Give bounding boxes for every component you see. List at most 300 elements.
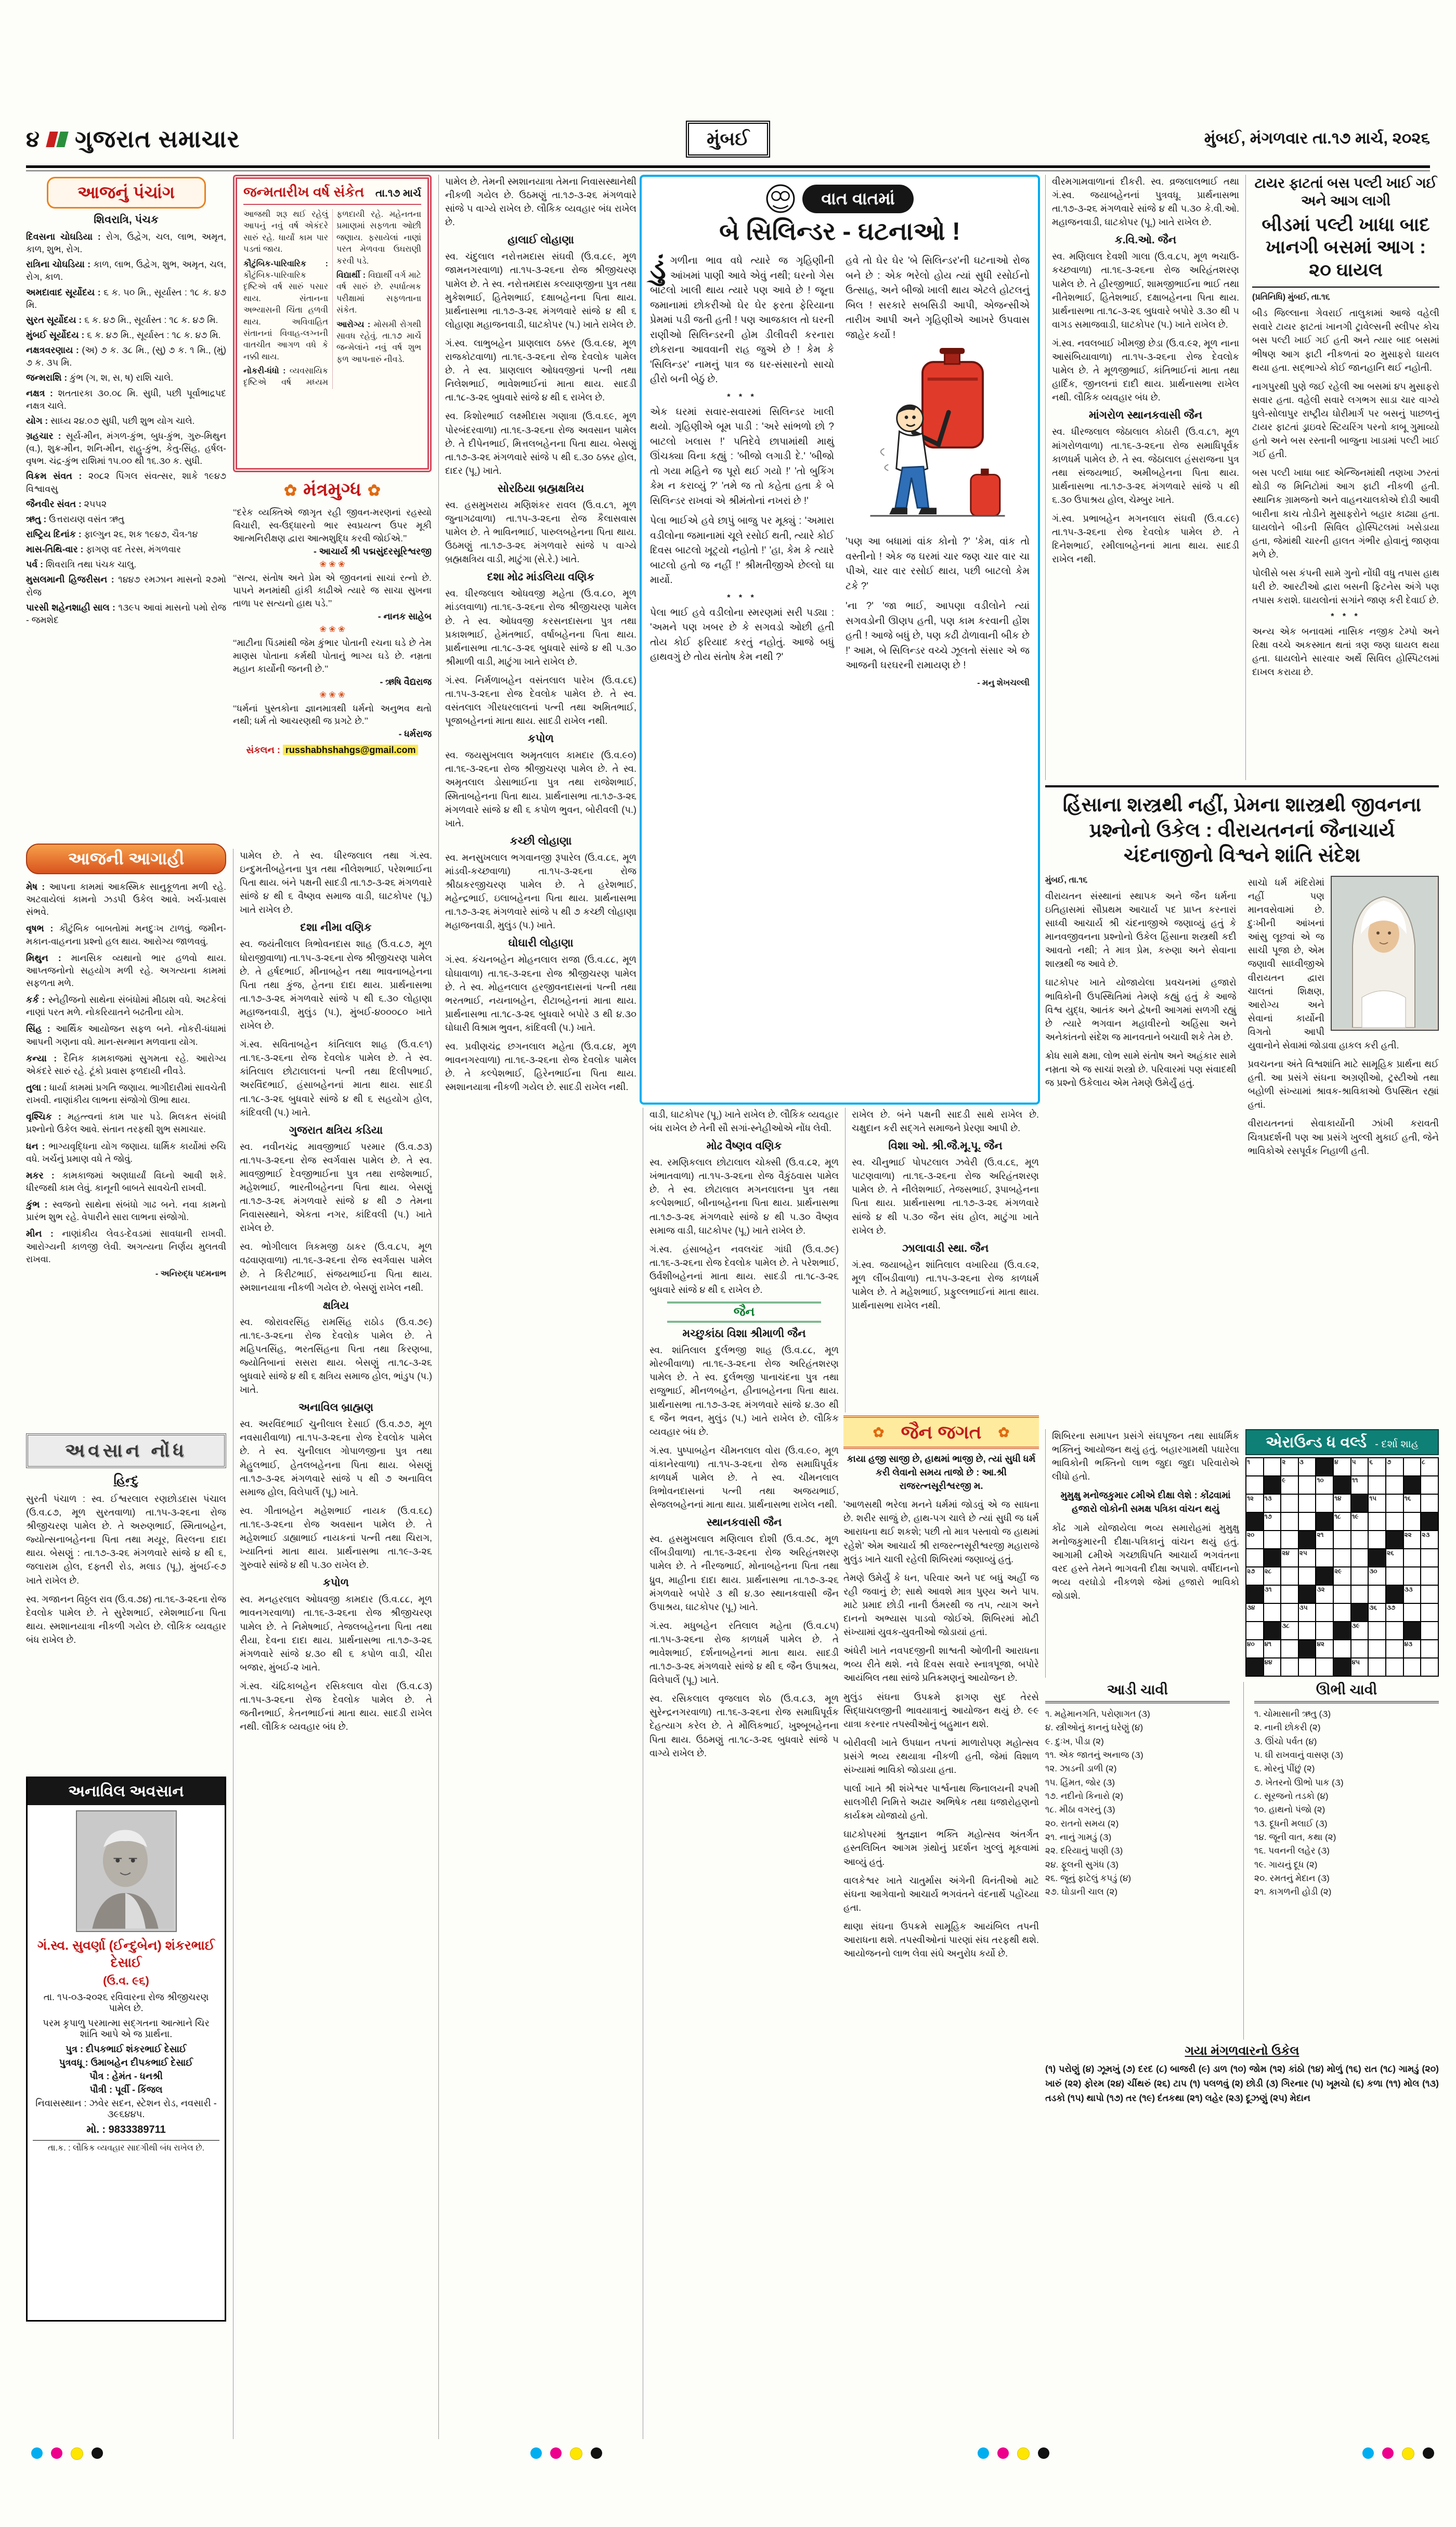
ad-relatives bbox=[33, 2044, 219, 2095]
paragraph: ગં.સ્વ. લાભુબહેન પ્રાણલાલ ઠક્કર (ઉ.વ.૯૪, મૂળ રાજકોટવાળા) તા.૧૬-૩-૨૬ના રોજ દેવલોક પામેલ છે. તે સ્વ. પ્રાણલાલ ઓધવજીનાં પત્ની તથા નિલેશભાઈ, ભાવેશભાઈનાં માતા થાય. સાદડી તા.૧૮-૩-૨૬ બુધવારે સાંજે ૪ થી ૬ રાખેલ છે. bbox=[445, 338, 636, 403]
grid-cell bbox=[1386, 1476, 1403, 1494]
section-subhead: કચ્છી લોહાણા bbox=[510, 835, 572, 847]
grid-cell bbox=[1298, 1531, 1316, 1549]
clue: ૨૭. ઘોડાની ચાલ (૨) bbox=[1045, 1887, 1117, 1897]
grid-cell bbox=[1403, 1603, 1421, 1622]
grid-cell bbox=[1281, 1585, 1298, 1603]
grid-cell bbox=[1351, 1603, 1369, 1622]
section-subhead: મોઢ વૈષ્ણવ વણિક bbox=[706, 1140, 782, 1152]
info-line: અમદાવાદ સૂર્યોદય : ૬ ક. ૫૦ મિ., સૂર્યાસ્ત : ૧૮ ક. ૪૭ મિ. bbox=[26, 287, 226, 310]
grid-cell bbox=[1351, 1567, 1369, 1585]
info-line: મુસલમાની હિજરીસન : ૧૪૪૭ રમઝાન માસનો ૨૭મો રોજ bbox=[26, 574, 226, 598]
grid-cell: ૧૪ bbox=[1333, 1494, 1351, 1512]
grid-cell bbox=[1316, 1603, 1333, 1622]
vaat-right-column bbox=[846, 254, 1030, 693]
panchang-title: આજનું પંચાંગ bbox=[47, 177, 206, 209]
info-line: પર્વ : શિવરાત્રિ તથા પંચક ચાલુ. bbox=[26, 559, 137, 570]
masthead-group bbox=[26, 125, 240, 154]
listing-column-6 bbox=[1045, 175, 1239, 780]
contact-email[interactable]: russhabhshahgs@gmail.com bbox=[283, 745, 419, 755]
clue: ૧૮. મીઠા વગરનું (૩) bbox=[1045, 1805, 1115, 1815]
grid-cell bbox=[1351, 1549, 1369, 1567]
paragraph: પામેલ છે. તેમની સ્મશાનયાત્રા તેમના નિવાસસ્થાનેથી નીકળી ગયેલ છે. ઉઠમણું તા.૧૭-૩-૨૬ મંગળવારે સાંજે ૫ વાગ્યે રાખેલ છે. લૌકિક વ્યવહાર બંધ રાખેલ છે. bbox=[445, 176, 636, 228]
ad-header: અનાવિલ અવસાન bbox=[28, 1778, 225, 1805]
grid-cell: ૨૫ bbox=[1298, 1549, 1316, 1567]
grid-cell: ૨૦ bbox=[1246, 1531, 1264, 1549]
section-subhead: મુમુક્ષુ મનોજકુમાર ૮મીએ દીક્ષા લેશે : કોંઢવામાં હજારો લોકોની સમક્ષ પત્રિકા વાંચન થયું bbox=[1060, 1490, 1231, 1514]
clue: ૧૪. જૂની વાત, કથા (૨) bbox=[1254, 1832, 1336, 1843]
article-headline: બીડમાં પલ્ટી ખાધા બાદ ખાનગી બસમાં આગ : ૨૦ ઘાયલ bbox=[1252, 213, 1439, 288]
clue: ૧. ચોમાસાની ઋતુ (૩) bbox=[1254, 1709, 1331, 1719]
grid-cell bbox=[1421, 1512, 1438, 1531]
city-box: મુંબઈ bbox=[686, 121, 770, 158]
grid-cell: ૨૯ bbox=[1333, 1567, 1351, 1585]
paragraph: સ્વ. પ્રવીણચંદ્ર છગનલાલ મહેતા (ઉ.વ.૮૪, મૂળ ભાવનગરવાળા) તા.૧૬-૩-૨૬ના રોજ દેવલોક પામેલ છે. તે કલ્પેશભાઈ, હિરેનભાઈના પિતા થાય. સ્મશાનયાત્રા નીકળી ગયેલ છે. સાદડી રાખેલ નથી. bbox=[445, 1041, 636, 1093]
article-body bbox=[1045, 876, 1439, 1163]
quote-author: - નાનક સાહેબ bbox=[378, 611, 432, 622]
grid-cell: ૮ bbox=[1421, 1458, 1438, 1476]
grid-cell bbox=[1421, 1567, 1438, 1585]
gas-cylinder-cartoon bbox=[862, 348, 1013, 529]
crossword-answers bbox=[1045, 2044, 1439, 2205]
article-column-left bbox=[1045, 876, 1237, 1163]
forecast-section bbox=[26, 844, 226, 1430]
grid-cell: ૧ bbox=[1246, 1458, 1264, 1476]
article-body bbox=[1252, 293, 1439, 679]
grid-cell bbox=[1368, 1512, 1386, 1531]
forecast-title: આજની આગાહી bbox=[26, 844, 226, 874]
quote: ‘‘દરેક વ્યક્તિએ જાગૃત રહી જીવન-મરણનાં રહસ્યો વિચારી, સ્વ-ઉદ્ધારનો ભાર સ્વપ્રયત્ન ઉપર મૂકી આત્મનિરીક્ષણ દ્વારા આત્મશુદ્ધિ કરવી જોઈએ.’’ bbox=[233, 507, 432, 543]
grid-cell bbox=[1246, 1549, 1264, 1567]
grid-cell bbox=[1403, 1622, 1421, 1640]
grid-cell bbox=[1421, 1603, 1438, 1622]
info-line: વૃષભ : કૌટુંબિક બાબતોમાં મનદુઃખ ટાળવું. જમીન-મકાન-વાહનના પ્રશ્નો હલ થાય. આરોગ્ય જાળવવું. bbox=[26, 923, 226, 947]
birth-year-date: તા.૧૭ માર્ચ bbox=[375, 188, 421, 199]
ad-phone: મો. : 9833389711 bbox=[86, 2124, 166, 2135]
info-line: મકર : કામકાજમાં અણધાર્યાં વિઘ્નો આવી શકે. ધીરજથી કામ લેવું. કાનૂની બાબતે સાવચેતી રાખવી. bbox=[26, 1170, 226, 1193]
grid-cell bbox=[1281, 1603, 1298, 1622]
crossword-title-bar bbox=[1245, 1429, 1439, 1455]
grid-cell bbox=[1281, 1494, 1298, 1512]
info-line: તુલા : ધાર્યા કામમાં પ્રગતિ જણાય. ભાગીદારીમાં સાવચેતી રાખવી. નાણાંકીય લાભના સંજોગો ઊભા થાય. bbox=[26, 1082, 226, 1106]
birth-year-title: જન્મતારીખ વર્ષ સંકેત bbox=[243, 184, 365, 200]
paragraph: સ્વ. જયંતીલાલ ત્રિભોવનદાસ શાહ (ઉ.વ.૮૭, મૂળ ધોરાજીવાળા) તા.૧૫-૩-૨૬ના રોજ શ્રીજીચરણ પામેલ છે. તે હર્ષદભાઈ, મીનાબહેન તથા ભાવનાબહેનના પિતા તથા કુંજ, હેતના દાદા થાય. પ્રાર્થનાસભા તા.૧૭-૩-૨૬ મંગળવારે સાંજે ૫ થી ૬.૩૦ લોહાણા મહાજનવાડી, મુલુંડ (પ.), મુંબઈ-૪૦૦૦૮૦ ખાતે રાખેલ છે. bbox=[240, 939, 432, 1031]
info-line: ઋતુ : ઉત્તરાયણ વસંત ઋતુ bbox=[26, 513, 124, 524]
grid-cell: ૪૨ bbox=[1316, 1640, 1333, 1658]
flower-ornament-icon: ✿ bbox=[873, 1424, 885, 1440]
jain-news-column bbox=[1045, 1429, 1239, 1678]
clue: ૨૧. નાનું ગામડું (૩) bbox=[1045, 1832, 1112, 1843]
grid-cell bbox=[1298, 1640, 1316, 1658]
info-line: ગ્રહચાર : સૂર્ય-મીન, મંગળ-કુંભ, બુધ-કુંભ, ગુરુ-મિથુન (વ.), શુક્ર-મીન, શનિ-મીન, રાહુ-કુંભ, કેતુ-સિંહ, હર્ષલ-વૃષભ. ચંદ્ર-કુંભ રાશિમાં ૧૫.૦૦ થી ૧૬.૩૦ ક. સુધી. bbox=[26, 430, 226, 466]
paragraph: વીરમગામવાળાનાં દીકરી. સ્વ. વ્રજલાલભાઈ તથા ગં.સ્વ. જયાબહેનનાં પુત્રવધૂ. પ્રાર્થનાસભા તા.૧૭-૩-૨૬ મંગળવારે સાંજે ૪ થી ૫.૩૦ કે.વી.ઓ. મહાજનવાડી, ઘાટકોપર (પૂ.) ખાતે રાખેલ છે. bbox=[1052, 176, 1239, 228]
paragraph: ગં.સ્વ. પુષ્પાબહેન ચીમનલાલ વોરા (ઉ.વ.૯૦, મૂળ વાંકાનેરવાળા) તા.૧૫-૩-૨૬ના રોજ સમાધિપૂર્વક કાળધર્મ પામેલ છે. તે સ્વ. ચીમનલાલ ત્રિભોવનદાસનાં પત્ની તથા અજયભાઈ, સેજલબહેનનાં માતા થાય. પ્રાર્થનાસભા રાખેલ નથી. bbox=[649, 1445, 839, 1510]
section-subhead: ગુજરાત ક્ષત્રિય કડિયા bbox=[289, 1124, 383, 1136]
paragraph: સુરતી પંચાળ : સ્વ. ઈશ્વરલાલ રણછોડદાસ પંચાલ (ઉ.વ.૮૭, મૂળ સુરતવાળા) તા.૧૫-૩-૨૬ના રોજ શ્રીજીચરણ પામેલ છે. તે અરુણભાઈ, સ્મિતાબહેન, જ્યોત્સનાબહેનના પિતા તથા મયૂર, વિરલના દાદા થાય. બેસણું : તા.૧૭-૩-૨૬ મંગળવારે સાંજે ૪ થી ૬, જલારામ હોલ, દફ્તરી રોડ, મલાડ (પૂ.), મુંબઈ-૯૭ ખાતે રાખેલ છે. bbox=[26, 1494, 226, 1586]
grid-cell bbox=[1421, 1549, 1438, 1567]
grid-cell bbox=[1421, 1585, 1438, 1603]
quote: ‘‘સત્ય, સંતોષ અને પ્રેમ એ જીવનનાં સાચાં રત્નો છે. પાપને મનમાંથી હાંકી કાઢીએ ત્યારે જ સાચા સુખના તાળા પર સત્યનો હાથ પડે.’’ bbox=[233, 572, 432, 609]
vaat-right-top bbox=[846, 254, 1030, 343]
across-list bbox=[1045, 1707, 1230, 1899]
grid-cell bbox=[1351, 1585, 1369, 1603]
info-line: મુંબઈ સૂર્યોદય : ૬ ક. ૪૭ મિ., સૂર્યાસ્ત : ૧૮ ક. ૪૭ મિ. bbox=[26, 329, 221, 340]
vaat-header bbox=[650, 184, 1030, 213]
info-line: મિથુન : માનસિક વ્યથાનો ભાર હળવો થાય. આપ્તજનોનો સહયોગ મળી રહે. અગત્યના કામમાં સફળતા મળે. bbox=[26, 952, 226, 988]
paragraph: સ્વ. હસમુખરાય મણિશંકર રાવલ (ઉ.વ.૮૧, મૂળ જુનાગઢવાળા) તા.૧૫-૩-૨૬ના રોજ કૈલાસવાસ પામેલ છે. તે ભાવિનભાઈ, પારુલબહેનના પિતા થાય. ઉઠમણું તા.૧૭-૩-૨૬ મંગળવારે સાંજે ૫ વાગ્યે બ્રહ્મક્ષત્રિય વાડી, માટુંગા (સે.રે.) ખાતે. bbox=[445, 499, 636, 565]
nun-portrait-illustration bbox=[1332, 877, 1436, 1028]
info-line: કન્યા : દૈનિક કામકાજમાં સુગમતા રહે. આરોગ્ય એકંદરે સારું રહે. ટૂંકો પ્રવાસ ફળદાયી નીવડે. bbox=[26, 1053, 226, 1076]
relative-line: પૌત્ર : હેમંત - ધનશ્રી bbox=[89, 2071, 163, 2081]
nun-photo bbox=[1331, 876, 1439, 1031]
clue: ૪. સ્ત્રીઓનું કાનનું ઘરેણું (૪) bbox=[1045, 1722, 1143, 1733]
clue: ૭. ખેતરનો ઊભો પાક (૩) bbox=[1254, 1777, 1344, 1787]
registration-marks bbox=[1362, 2447, 1434, 2460]
grid-cell bbox=[1333, 1658, 1351, 1676]
article-column-right bbox=[1248, 876, 1439, 1163]
grid-cell: ૪૦ bbox=[1246, 1640, 1264, 1658]
section-subhead: ઝાલાવાડી સ્થા. જૈન bbox=[902, 1242, 989, 1254]
paragraph: સ્વ. ભોગીલાલ ત્રિકમજી ઠાકર (ઉ.વ.૮૫, મૂળ વઢવાણવાળા) તા.૧૬-૩-૨૬ના રોજ સ્વર્ગવાસ પામેલ છે. તે કિરીટભાઈ, સંજયભાઈના પિતા થાય. સ્મશાનયાત્રા નીકળી ગયેલ છે. બેસણું રાખેલ નથી. bbox=[240, 1241, 432, 1293]
clue: ૧. મહેમાનગતિ, પરોણાગત (૩) bbox=[1045, 1709, 1150, 1719]
paragraph: ગં.સ્વ. જયાબહેન શાંતિલાલ વખારિયા (ઉ.વ.૯૨, મૂળ લીંબડીવાળા) તા.૧૫-૩-૨૬ના રોજ કાળધર્મ પામેલ છે. તે મહેશભાઈ, પ્રફુલ્લભાઈનાં માતા થાય. પ્રાર્થનાસભા રાખેલ નથી. bbox=[852, 1259, 1039, 1311]
jain-jagat-header bbox=[843, 1416, 1039, 1449]
info-line: વિદ્યાર્થી : વિદ્યાર્થી વર્ગ માટે વર્ષ સારું છે. સ્પર્ધાત્મક પરીક્ષામાં સફળતાના સંકેત. bbox=[336, 270, 421, 315]
grid-cell: ૪૪ bbox=[1264, 1658, 1281, 1676]
zodiac-list bbox=[26, 880, 226, 1265]
vaat-left-column bbox=[650, 254, 834, 693]
across-title: આડી ચાવી bbox=[1045, 1682, 1230, 1703]
grid-cell: ૫ bbox=[1351, 1458, 1369, 1476]
section-subhead: દશા મોઢ માંડલિયા વણિક bbox=[487, 571, 595, 584]
paragraph: સ્વ. રસિકલાલ વૃજલાલ શેઠ (ઉ.વ.૮૩, મૂળ સુરેન્દ્રનગરવાળા) તા.૧૬-૩-૨૬ના રોજ સમાધિપૂર્વક દેહત્યાગ કરેલ છે. તે મૌલિકભાઈ, ખુશ્બૂબહેનના પિતા થાય. ઉઠમણું તા.૧૮-૩-૨૬ બુધવારે સાંજે ૫ વાગ્યે રાખેલ છે. bbox=[649, 1693, 839, 1758]
ad-frame bbox=[26, 1777, 226, 2322]
grid-cell bbox=[1281, 1658, 1298, 1676]
down-clues bbox=[1243, 1682, 1439, 2040]
paragraph: સ્વ. રમણિકલાલ છોટાલાલ ચોક્સી (ઉ.વ.૮૨, મૂળ ખંભાતવાળા) તા.૧૫-૩-૨૬ના રોજ વૈકુંઠવાસ પામેલ છે. તે સ્વ. છોટાલાલ મગનલાલના પુત્ર તથા કલ્પેશભાઈ, બીનાબહેનના પિતા થાય. પ્રાર્થનાસભા તા.૧૭-૩-૨૬ મંગળવારે સાંજે ૪ થી ૫.૩૦ વૈષ્ણવ સમાજ વાડી, ઘાટકોપર (પૂ.) ખાતે રાખેલ છે. bbox=[649, 1157, 839, 1236]
paragraph: ડુંગળીના ભાવ વધે ત્યારે જ ગૃહિણીની આંખમાં પાણી આવે એવું નથી; ઘરનો ગેસ બાટલો ખાલી થાય ત્યારે પણ આવે છે ! જૂના જમાનામાં છોકરીઓ ઘેર ઘેર ફરતા ફેરિયાના પ્રેમમાં પડી જતી હતી ! પણ આજકાલ તો ઘરની રાણીઓ સિલિન્ડરની હોમ ડીલીવરી કરનારા છોકરાના આવવાની રાહ જુએ છે ! કેમ કે 'સિલિન્ડર' નામનું પાત્ર જ ઘર-સંસારનો સાચો હીરો બની બેઠું છે. bbox=[650, 252, 834, 385]
grid-cell bbox=[1333, 1603, 1351, 1622]
clue: ૧૬. પવનની લહેર (૩) bbox=[1254, 1846, 1330, 1856]
paragraph: વીરાયતન સંસ્થાનાં સ્થાપક અને જૈન ધર્મના ઇતિહાસમાં સૌપ્રથમ આચાર્ય પદ પ્રાપ્ત કરનારાં સાધ્વી આચાર્ય શ્રી ચંદનાજીએ જણાવ્યું હતું કે માનવજીવનના પ્રશ્નોનો ઉકેલ હિંસાના શસ્ત્રથી કદી આવતો નથી; તે માત્ર પ્રેમ, કરુણા અને સેવાના શાસ્ત્રથી જ આવે છે. bbox=[1045, 890, 1237, 969]
clue: ૧૫. હિંમત, જોર (૩) bbox=[1045, 1777, 1115, 1787]
grid-cell bbox=[1421, 1476, 1438, 1494]
grid-cell: ૨ bbox=[1281, 1458, 1298, 1476]
page-number: ૪ bbox=[26, 126, 40, 151]
relative-line: પૌત્રી : પૂર્વી - કિંજલ bbox=[89, 2084, 163, 2095]
section-subhead: ક્ષત્રિય bbox=[322, 1299, 349, 1312]
grid-cell bbox=[1368, 1622, 1386, 1640]
ad-line: પરમ કૃપાળુ પરમાત્મા સદ્ગતના આત્માને ચિર શાંતિ આપે એ જ પ્રાર્થના. bbox=[43, 2018, 210, 2039]
grid-cell bbox=[1281, 1567, 1298, 1585]
paragraph: 'ના ?' 'જા ભાઈ, આપણા વડીલોને ત્યાં સગવડોની ઊણપ હતી, પણ કામ કરવાની હોંશ હતી ! આજે બધું છે, પણ કઢી ઢોળાવાની બીક છે !' આમ, બે સિલિન્ડર વચ્ચે ઝૂલતો સંસાર એ જ આજની ઘરઘરની રામાયણ છે ! bbox=[846, 601, 1030, 671]
paragraph: રાખેલ છે. બંને પક્ષની સાદડી સાથે રાખેલ છે. ચક્ષુદાન કરી સદ્ગતે સમાજને પ્રેરણા આપી છે. bbox=[852, 1109, 1039, 1134]
grid-cell bbox=[1333, 1531, 1351, 1549]
down-list bbox=[1254, 1707, 1439, 1899]
clue: ૨૧. કાગળની હોડી (૨) bbox=[1254, 1887, 1332, 1897]
section-subhead: વિશા ઓ. શ્રી.જૈ.મૂ.પૂ. જૈન bbox=[888, 1140, 1003, 1152]
grid-cell bbox=[1368, 1476, 1386, 1494]
clue: ૨૪. ફૂલની સુગંધ (૩) bbox=[1045, 1859, 1119, 1870]
grid-cell bbox=[1386, 1640, 1403, 1658]
info-line: જન્મરાશિ : કુંભ (ગ, શ, સ, ષ) રાશિ ચાલે. bbox=[26, 372, 174, 383]
grid-cell bbox=[1316, 1494, 1333, 1512]
relative-line: પુત્ર : દીપકભાઈ શંકરભાઈ દેસાઈ bbox=[66, 2044, 187, 2054]
grid-cell bbox=[1316, 1567, 1333, 1585]
grid-cell bbox=[1386, 1622, 1403, 1640]
clue: ૧૧. એક જાતનું અનાજ (૩) bbox=[1045, 1750, 1143, 1760]
grid-cell: ૯ bbox=[1281, 1476, 1298, 1494]
info-line: નોકરી-ધંધો : વ્યવસાયિક દૃષ્ટિએ વર્ષ મધ્યમ ફળદાયી રહે. મહેનતના પ્રમાણમાં સફળતા ઓછી જણાય. ફસાયેલાં નાણાં પરત મેળવવા ઉઘરાણી કરવી પડે. bbox=[243, 210, 421, 387]
grid-cell: ૨૭ bbox=[1246, 1567, 1264, 1585]
grid-cell bbox=[1421, 1658, 1438, 1676]
paragraph: બોરીવલી ખાતે ઉપધાન તપનાં માળારોપણ મહોત્સવ પ્રસંગે ભવ્ય રથયાત્રા નીકળી હતી, જેમાં વિશાળ સંખ્યામાં ભાવિકો જોડાયા હતા. bbox=[843, 1737, 1039, 1775]
paragraph: સ્વ. જોરાવરસિંહ રામસિંહ રાઠોડ (ઉ.વ.૭૯) તા.૧૬-૩-૨૬ના રોજ દેવલોક પામેલ છે. તે મહિપતસિંહ, ભરતસિંહના પિતા તથા કિરણબા, જ્યોતિબાનાં સસરા થાય. બેસણું તા.૧૮-૩-૨૬ બુધવારે સાંજે ૪ થી ૬ ક્ષત્રિય સમાજ હોલ, ભાંડુપ (પ.) ખાતે. bbox=[240, 1316, 432, 1395]
crossword-table bbox=[1245, 1457, 1439, 1677]
obituary-body bbox=[26, 1492, 226, 1647]
listing-column-5 bbox=[845, 1108, 1039, 1412]
obituary-title: અવસાન નોંધ bbox=[26, 1433, 226, 1468]
grid-cell bbox=[1368, 1585, 1386, 1603]
info-line: કુંભ : સ્વજનો સાથેના સંબંધો ગાઢ બને. નવા કામનો પ્રારંભ શુભ રહે. વેપારીને સારા લાભના સંજોગો. bbox=[26, 1199, 226, 1223]
jain-jagat-title: જૈન જગત bbox=[901, 1421, 982, 1443]
grid-cell bbox=[1351, 1494, 1369, 1512]
paragraph: સ્વ. મનસુખલાલ ભગવાનજી રૂપારેલ (ઉ.વ.૮૬, મૂળ માંડવી-કચ્છવાળા) તા.૧૫-૩-૨૬ના રોજ શ્રીઠાકરજીચરણ પામેલ છે. તે હરેશભાઈ, મહેન્દ્રભાઈ, ઇલાબહેનના પિતા થાય. પ્રાર્થનાસભા તા.૧૭-૩-૨૬ મંગળવારે સાંજે ૫ થી ૭ કચ્છી લોહાણા મહાજનવાડી, મુલુંડ (પ.) ખાતે. bbox=[445, 852, 636, 931]
jain-jagat-body bbox=[843, 1452, 1039, 2439]
paragraph: પોલીસે બસ કંપની સામે ગુનો નોંધી વધુ તપાસ હાથ ધરી છે. આરટીઓ દ્વારા બસની ફિટનેસ અંગે પણ તપાસ કરાશે. ઘાયલોનાં સગાંને જાણ કરી દેવાઈ છે. bbox=[1252, 567, 1439, 606]
grid-cell bbox=[1316, 1622, 1333, 1640]
mantra-title: ✿ મંત્રમુગ્ધ ✿ bbox=[283, 478, 381, 500]
section-subhead: માંગરોળ સ્થાનકવાસી જૈન bbox=[1088, 409, 1203, 422]
answers-text: (૧) પરોણું (૪) ઝૂમખું (૭) દરદ (૮) બાજરી (૯) ડાળ (૧૦) જોમ (૧૨) કાંઠો (૧૪) મોળું (૧૬) રાત (૧૮) ગામડું (૨૦) ખારું (૨૨) ફોરમ (૨૪) ચીંથરું (૨૬) ટાપ (૧) પલળવું (૨) છોડી (૩) ગિરનાર (૫) ખૂમચો (૬) કળા (૧૧) મોલ (૧૩) તડકો (૧૫) થાપો (૧૭) તર (૧૯) દંતકથા (૨૧) લહેર (૨૩) દૂઝણું (૨૫) મેદાન bbox=[1045, 2064, 1439, 2103]
grid-cell bbox=[1333, 1476, 1351, 1494]
paragraph: (પ્રતિનિધિ) મુંબઈ, તા.૧૬ bbox=[1252, 293, 1330, 302]
grid-cell bbox=[1333, 1622, 1351, 1640]
grid-cell bbox=[1264, 1622, 1281, 1640]
grid-cell: ૩૨ bbox=[1316, 1585, 1333, 1603]
paragraph: અંધેરી ખાતે નવપદજીની શાશ્વતી ઓળીની આરાધના ભવ્ય રીતે થશે. નવે દિવસ સવારે સ્નાત્રપૂજા, બપોરે આયંબિલ તથા સાંજે પ્રતિક્રમણનું આયોજન છે. bbox=[843, 1645, 1039, 1683]
clue: ૨૦. રાતનો સમય (૨) bbox=[1045, 1818, 1119, 1829]
paragraph: મુલુંડ સંઘના ઉપક્રમે ફાગણ સુદ તેરસે સિદ્ધાચલજીની ભાવયાત્રાનું આયોજન થયું છે. ૯૯ યાત્રા કરનાર તપસ્વીઓનું બહુમાન થશે. bbox=[843, 1691, 1039, 1729]
grid-cell: ૩ bbox=[1298, 1458, 1316, 1476]
paragraph: ગં.સ્વ. મધુબહેન રતિલાલ મહેતા (ઉ.વ.૮૫) તા.૧૫-૩-૨૬ના રોજ કાળધર્મ પામેલ છે. તે ભાવેશભાઈ, દર્શનાબહેનનાં માતા થાય. સાદડી તા.૧૭-૩-૨૬ મંગળવારે સાંજે ૪ થી ૬ જૈન ઉપાશ્રય, વિલેપાર્લે (પૂ.) ખાતે. bbox=[649, 1620, 839, 1686]
ad-line: તા. ૧૫-૦૩-૨૦૨૬ રવિવારના રોજ શ્રીજીચરણ પામેલ છે. bbox=[43, 1992, 209, 2013]
paragraph: સ્વ. ધીરજલાલ જેઠાલાલ કોઠારી (ઉ.વ.૮૧, મૂળ માંગરોળવાળા) તા.૧૬-૩-૨૬ના રોજ સમાધિપૂર્વક કાળધર્મ પામેલ છે. તે સ્વ. જેઠાલાલ હંસરાજના પુત્ર તથા સંજયભાઈ, અમીબહેનના પિતા થાય. પ્રાર્થનાસભા તા.૧૭-૩-૨૬ મંગળવારે સાંજે ૫ થી ૬.૩૦ ઉપાશ્રય હોલ, ચેમ્બુર ખાતે. bbox=[1052, 426, 1239, 505]
grid-cell bbox=[1421, 1622, 1438, 1640]
clue: ૧૨. ઝાડની ડાળી (૨) bbox=[1045, 1764, 1117, 1774]
grid-cell: ૩૬ bbox=[1368, 1603, 1386, 1622]
grid-cell: ૩૪ bbox=[1246, 1603, 1264, 1622]
grid-cell: ૨૩ bbox=[1421, 1531, 1438, 1549]
section-subhead: કાયા હજી સાજી છે, હાથમાં ભાજી છે, ત્યાં સુધી ધર્મ કરી લેવાનો સમય તાજો છે : આ.શ્રી રાજરત્નસૂરીશ્વરજી મ. bbox=[847, 1454, 1036, 1492]
grid-cell: ૭ bbox=[1386, 1458, 1403, 1476]
author-signature: - મનુ શેખચલ્લી bbox=[977, 678, 1030, 688]
grid-cell: ૩૫ bbox=[1298, 1603, 1316, 1622]
grid-cell bbox=[1368, 1640, 1386, 1658]
grid-cell: ૧૧ bbox=[1351, 1476, 1369, 1494]
panchang-lines bbox=[26, 230, 226, 626]
paragraph: મુંબઈ, તા.૧૬ bbox=[1045, 875, 1088, 885]
birth-year-head bbox=[243, 184, 421, 205]
info-line: પારસી શહેનશાહી સાલ : ૧૩૯૫ આવાં માસનો ૫મો રોજ - જમશેદ bbox=[26, 602, 226, 625]
info-line: વિક્રમ સંવત : ૨૦૮૨ પિંગલ સંવત્સર, શાકે ૧૯૪૭ વિશ્વાવસુ bbox=[26, 471, 226, 494]
paragraph: ગં.સ્વ. કંચનબહેન મોહનલાલ રાજા (ઉ.વ.૮૮, મૂળ ઘોઘાવાળા) તા.૧૬-૩-૨૬ના રોજ શ્રીજીચરણ પામેલ છે. તે સ્વ. મોહનલાલ હરજીવનદાસનાં પત્ની તથા ભરતભાઈ, નયનાબહેન, રીટાબહેનનાં માતા થાય. પ્રાર્થનાસભા તા.૧૮-૩-૨૬ બુધવારે બપોરે ૩ થી ૪.૩૦ ઘોઘારી વિશ્રામ ભુવન, કાંદિવલી (પ.) ખાતે. bbox=[445, 954, 636, 1033]
grid-cell: ૨૬ bbox=[1386, 1549, 1403, 1567]
clue: ૧૩. દૂધની મલાઈ (૩) bbox=[1254, 1818, 1328, 1829]
answers-title: ગયા મંગળવારનો ઉકેલ bbox=[1185, 2044, 1299, 2058]
section-subhead: દશા નીમા વણિક bbox=[300, 922, 372, 934]
portrait-photo bbox=[76, 1810, 177, 1932]
down-title: ઊભી ચાવી bbox=[1254, 1682, 1439, 1703]
paragraph: ઘાટકોપરમાં શ્રુતજ્ઞાન ભક્તિ મહોત્સવ અંતર્ગત હસ્તલિખિત આગમ ગ્રંથોનું પ્રદર્શન ખુલ્લું મૂકવામાં આવ્યું હતું. bbox=[843, 1829, 1039, 1867]
paragraph: ગં.સ્વ. નવલબાઈ ખીમજી છેડા (ઉ.વ.૯૨, મૂળ નાના આસંબિયાવાળા) તા.૧૫-૩-૨૬ના રોજ દેવલોક પામેલ છે. તે મૂળજીભાઈ, કાંતિભાઈનાં માતા તથા હાર્દિક, જીનલનાં દાદી થાય. પ્રાર્થનાસભા રાખેલ નથી. લૌકિક વ્યવહાર બંધ છે. bbox=[1052, 338, 1239, 403]
grid-cell: ૩૩ bbox=[1403, 1585, 1421, 1603]
paragraph: સાચો ધર્મ મંદિરોમાં નહીં પણ માનવસેવામાં છે. દુઃખીની આંખનાં આંસુ લૂછવાં એ જ સાચી પૂજા છે, એમ જણાવી સાધ્વીજીએ વીરાયતન દ્વારા ચાલતાં શિક્ષણ, આરોગ્ય અને સેવાનાં કાર્યોની વિગતો આપી યુવાનોને સેવામાં જોડાવા હાકલ કરી હતી. bbox=[1247, 877, 1399, 1051]
ad-residence: નિવાસસ્થાન : ઝવેર સદન, સ્ટેશન રોડ, નવસારી - ૩૯૬૪૪૫. bbox=[35, 2098, 217, 2119]
registration-marks bbox=[31, 2447, 103, 2460]
crossword-byline: - દર્શા શાહ bbox=[1375, 1439, 1419, 1450]
obituary-community: હિન્દુ bbox=[113, 1473, 139, 1487]
deceased-name: ગં.સ્વ. સુવર્ણા (ઈન્દુબેન) શંકરભાઈ દેસાઈ bbox=[37, 1938, 215, 1970]
section-subhead: મચ્છુકાંઠા વિશા શ્રીમાળી જૈન bbox=[682, 1328, 806, 1340]
grid-cell bbox=[1351, 1531, 1369, 1549]
header-rule bbox=[26, 165, 1430, 171]
vaat-body bbox=[650, 254, 1030, 693]
paragraph: તેમણે ઉમેર્યું કે ધન, પરિવાર અને પદ બધું અહીં જ રહી જવાનું છે; સાથે આવશે માત્ર પુણ્ય અને પાપ. માટે પ્રમાદ છોડી નાની ઉંમરથી જ તપ, ત્યાગ અને દાનનો અભ્યાસ પાડવો જોઈએ. શિબિરમાં મોટી સંખ્યામાં યુવક-યુવતીઓ જોડાયાં હતાં. bbox=[843, 1572, 1039, 1638]
paragraph: 'પણ આ બધામાં વાંક કોનો ?' 'કેમ, વાંક તો વસ્તીનો ! એક જ ઘરમાં ચાર જણ ચાર વાર ચા પીએ, ચાર વાર રસોઈ થાય, પછી બાટલો કેમ ટકે ?' bbox=[846, 536, 1030, 592]
ad-note: તા.ક. : લૌકિક વ્યવહાર સાદગીથી બંધ રાખેલ છે. bbox=[33, 2140, 219, 2153]
elderly-portrait-illustration bbox=[77, 1811, 174, 1929]
paragraph: સ્વ. ધીરજલાલ ઓધવજી મહેતા (ઉ.વ.૮૦, મૂળ માંડલવાળા) તા.૧૬-૩-૨૬ના રોજ શ્રીજીચરણ પામેલ છે. તે સ્વ. ઓધવજી કરસનદાસના પુત્ર તથા પ્રકાશભાઈ, હેમંતભાઈ, વર્ષાબહેનના પિતા થાય. પ્રાર્થનાસભા તા.૧૮-૩-૨૬ બુધવારે સાંજે ૪ થી ૫.૩૦ શ્રીમાળી વાડી, માટુંગા ખાતે રાખેલ છે. bbox=[445, 588, 636, 667]
grid-cell: ૩૭ bbox=[1386, 1603, 1403, 1622]
grid-cell bbox=[1403, 1512, 1421, 1531]
section-subhead: કપોળ bbox=[322, 1577, 349, 1589]
grid-cell bbox=[1246, 1585, 1264, 1603]
article-kicker: ટાયર ફાટતાં બસ પલ્ટી ખાઈ ગઈ અને આગ લાગી bbox=[1254, 175, 1437, 209]
quote: ‘‘માટીના પિંડમાંથી જેમ કુંભાર પોતાની રચના ઘડે છે તેમ માણસ પોતાના કર્મથી પોતાનું ભાગ્ય ઘડે છે. નમ્રતા મહાન કાર્યોની જનની છે.’’ bbox=[233, 638, 432, 674]
section-subhead: ક.વિ.ઓ. જૈન bbox=[1114, 234, 1177, 247]
paragraph: પેલા ભાઈએ હવે છાપું બાજુ પર મૂક્યું : 'અમારા વડીલોના જમાનામાં ચૂલે રસોઈ થતી, ત્યારે કોઈ દિવસ બાટલો ખૂટ્યો નહોતો !' 'હા, કેમ કે ત્યારે બાટલો હતો જ નહીં !' શ્રીમતીજીએ છેલ્લો ઘા માર્યો. bbox=[650, 515, 834, 586]
paragraph: પેલા ભાઈ હવે વડીલોના સ્મરણમાં સરી પડ્યા : 'અમને પણ ખબર છે કે સગવડો ઓછી હતી તોય કોઈ ફરિયાદ કરતું નહોતું. આજે બધું હાથવગું છે તોય સંતોષ કેમ નથી ?' bbox=[650, 607, 834, 663]
listing-column-3 bbox=[438, 175, 636, 2439]
section-subhead: ઘોઘારી લોહાણા bbox=[508, 937, 574, 950]
panchang-subtitle: શિવરાત્રિ, પંચક bbox=[94, 214, 159, 226]
paragraph: બીડ જિલ્લાના ગેવરાઈ તાલુકામાં આજે વહેલી સવારે ટાયર ફાટતાં ખાનગી ટ્રાવેલ્સની સ્લીપર કોચ બસ પલ્ટી ખાઈ ગઈ હતી અને ત્યાર બાદ બસમાં ભીષણ આગ ફાટી નીકળતાં ૨૦ મુસાફરો ઘાયલ થયા હતા. સદ્ભાગ્યે કોઈ જાનહાનિ થઈ નહોતી. bbox=[1252, 308, 1439, 373]
section-subhead: સોરઠિયા બ્રહ્મક્ષત્રિય bbox=[497, 482, 584, 495]
section-subhead: સ્થાનકવાસી જૈન bbox=[706, 1517, 782, 1529]
paragraph: સ્વ. મનહરલાલ ઓધવજી કામદાર (ઉ.વ.૮૮, મૂળ ભાવનગરવાળા) તા.૧૬-૩-૨૬ના રોજ શ્રીજીચરણ પામેલ છે. તે નિમેષભાઈ, તેજલબહેનના પિતા તથા રીયા, દેવના દાદા થાય. પ્રાર્થનાસભા તા.૧૭-૩-૨૬ મંગળવારે સાંજે ૪.૩૦ થી ૬ કપોળ વાડી, ચીરા બજાર, મુંબઈ-૨ ખાતે. bbox=[240, 1594, 432, 1673]
grid-cell bbox=[1316, 1512, 1333, 1531]
birth-year-frame bbox=[233, 175, 432, 472]
flower-ornament-icon: ✿ bbox=[998, 1424, 1010, 1440]
clue: ૯. દુઃખ, પીડા (૨) bbox=[1045, 1736, 1104, 1746]
section-subhead: હાલાઈ લોહાણા bbox=[508, 234, 574, 247]
vaat-vaatma-feature bbox=[640, 175, 1040, 1105]
clue: ૬. મોરનું પીંછું (૨) bbox=[1254, 1764, 1315, 1774]
paragraph: 'આળસથી ભરેલા મનને ધર્મમાં જોડવું એ જ સાધના છે. શરીર સાજું છે, હાથ-પગ ચાલે છે ત્યાં સુધી જ ધર્મ આરાધના થઈ શકશે; પછી તો માત્ર પસ્તાવો જ હાથમાં રહેશે' એમ આચાર્ય શ્રી રાજરત્નસૂરીશ્વરજી મહારાજે મુલુંડ ખાતે ચાલી રહેલી શિબિરમાં જણાવ્યું હતું. bbox=[843, 1499, 1039, 1564]
info-line: કૌટુંબિક-પારિવારિક : કૌટુંબિક-પારિવારિક દૃષ્ટિએ વર્ષ સારું પસાર થાય. સંતાનના અભ્યાસની ચિંતા હળવી થાય. અવિવાહિત સંતાનનાં વિવાહ-લગ્નની વાતચીત આગળ વધે કે નક્કી થાય. bbox=[243, 259, 328, 361]
paragraph: * * * bbox=[727, 392, 757, 401]
registration-marks bbox=[530, 2447, 602, 2460]
registration-marks bbox=[978, 2447, 1049, 2460]
info-line: કર્ક : સ્નેહીજનો સાથેના સંબંધોમાં મીઠાશ વધે. અટકેલાં નાણાં પરત મળે. નોકરિયાતને બઢતીના યોગ. bbox=[26, 994, 226, 1018]
paragraph: સ્વ. મણિલાલ દેવશી ગાલા (ઉ.વ.૮૫, મૂળ ભચાઉ-કચ્છવાળા) તા.૧૬-૩-૨૬ના રોજ અરિહંતશરણ પામેલ છે. તે હીરજીભાઈ, શામજીભાઈના ભાઈ તથા નીતેશભાઈ, હિતેશભાઈ, દક્ષાબહેનના પિતા થાય. પ્રાર્થનાસભા તા.૧૮-૩-૨૬ બુધવારે બપોરે ૩.૩૦ થી ૫ વાગડ સમાજવાડી, ઘાટકોપર (પ.) ખાતે રાખેલ છે. bbox=[1052, 251, 1239, 330]
grid-cell: ૨૮ bbox=[1264, 1567, 1281, 1585]
paragraph: અન્ય એક બનાવમાં નાસિક નજીક ટેમ્પો અને રિક્ષા વચ્ચે અકસ્માત થતાં ત્રણ જણ ઘાયલ થયા હતા. ઘાયલોને સારવાર અર્થે સિવિલ હોસ્પિટલમાં દાખલ કરાયા છે. bbox=[1252, 626, 1439, 678]
birth-year-box bbox=[233, 175, 432, 472]
grid-cell: ૪૩ bbox=[1403, 1640, 1421, 1658]
grid-cell: ૧૦ bbox=[1316, 1476, 1333, 1494]
grid-cell bbox=[1298, 1476, 1316, 1494]
grid-cell: ૨૪ bbox=[1281, 1549, 1298, 1567]
flower-divider-icon: ❀ ❀ ❀ bbox=[319, 625, 345, 634]
flower-divider-icon: ❀ ❀ ❀ bbox=[319, 560, 345, 569]
grid-cell bbox=[1386, 1512, 1403, 1531]
grid-cell bbox=[1421, 1640, 1438, 1658]
bus-fire-article bbox=[1245, 175, 1439, 780]
grid-cell bbox=[1403, 1458, 1421, 1476]
grid-cell bbox=[1281, 1512, 1298, 1531]
clue: ૨૦. રમતનું મેદાન (૩) bbox=[1254, 1873, 1330, 1884]
grid-cell bbox=[1386, 1585, 1403, 1603]
clue: ૧૯. ગાયનું દૂધ (૨) bbox=[1254, 1859, 1318, 1870]
quote-author: - ઋષિ વૈદ્યરાજ bbox=[380, 676, 432, 687]
grid-cell bbox=[1298, 1567, 1316, 1585]
info-line: મીન : નાણાંકીય લેવડ-દેવડમાં સાવધાની રાખવી. આરોગ્યની કાળજી લેવી. અગત્યના નિર્ણય મુલતવી રાખવા. bbox=[26, 1228, 226, 1264]
paragraph: નાગપુરથી પુણે જઈ રહેલી આ બસમાં ૪૫ મુસાફરો સવાર હતા. વહેલી સવારે લગભગ સાડા ચાર વાગ્યે ધુલે-સોલાપુર રાષ્ટ્રીય ધોરીમાર્ગ પર બસનું પાછળનું ટાયર ફાટતાં ડ્રાઇવરે સ્ટિયરિંગ પરનો કાબૂ ગુમાવ્યો હતો અને બસ રસ્તાની બાજુના ખાડામાં પલ્ટી ખાઈ ગઈ હતી. bbox=[1252, 381, 1439, 460]
section-subhead: કપોળ bbox=[527, 733, 554, 745]
obituary-section bbox=[26, 1433, 226, 1771]
grid-cell: ૩૧ bbox=[1264, 1585, 1281, 1603]
grid-cell bbox=[1403, 1567, 1421, 1585]
grid-cell bbox=[1386, 1531, 1403, 1549]
cartoon-frame bbox=[846, 348, 1030, 532]
grid-cell: ૩૮ bbox=[1281, 1622, 1298, 1640]
info-line: રાત્રિના ચોઘડિયા : કાળ, લાભ, ઉદ્વેગ, શુભ, અમૃત, ચલ, રોગ, કાળ. bbox=[26, 259, 226, 282]
info-line: રાષ્ટ્રિય દિનાંક : ફાલ્ગુન ૨૬, શક ૧૯૪૭, ચૈત્ર-૧૪ bbox=[26, 528, 198, 539]
grid-cell bbox=[1298, 1622, 1316, 1640]
grid-cell: ૨૨ bbox=[1403, 1531, 1421, 1549]
grid-cell: ૧૬ bbox=[1403, 1494, 1421, 1512]
clue: ૨૬. જૂનું ફાટેલું કપડું (૪) bbox=[1045, 1873, 1132, 1884]
grid-cell bbox=[1246, 1512, 1264, 1531]
paragraph: સ્વ. અરવિંદભાઈ ચુનીલાલ દેસાઈ (ઉ.વ.૭૭, મૂળ નવસારીવાળા) તા.૧૫-૩-૨૬ના રોજ દેવલોક પામેલ છે. તે સ્વ. ચુનીલાલ ગોપાળજીના પુત્ર તથા મેહુલભાઈ, હેતલબહેનના પિતા થાય. બેસણું તા.૧૭-૩-૨૬ મંગળવારે સાંજે ૫ થી ૭ અનાવિલ સમાજ હોલ, વિલેપાર્લે (પૂ.) ખાતે. bbox=[240, 1419, 432, 1497]
grid-cell bbox=[1386, 1567, 1403, 1585]
grid-cell bbox=[1281, 1531, 1298, 1549]
paragraph: થાણા સંઘના ઉપક્રમે સામૂહિક આયંબિલ તપની આરાધના થશે. તપસ્વીઓનાં પારણાં સંઘ તરફથી થશે. આયોજનનો લાભ લેવા સંઘે અનુરોધ કર્યો છે. bbox=[843, 1921, 1039, 1959]
paragraph: ગં.સ્વ. નિર્મળાબહેન વસંતલાલ પારેખ (ઉ.વ.૮૬) તા.૧૫-૩-૨૬ના રોજ દેવલોક પામેલ છે. તે સ્વ. વસંતલાલ ગીરધરલાલનાં પત્ની તથા અમિતભાઈ, પૂજાબહેનનાં માતા થાય. સાદડી રાખેલ નથી. bbox=[445, 675, 636, 727]
paragraph: પામેલ છે. તે સ્વ. ધીરજલાલ તથા ગં.સ્વ. ઇન્દુમતીબહેનના પુત્ર તથા નીલેશભાઈ, પરેશભાઈના પિતા થાય. બંને પક્ષની સાદડી તા.૧૭-૩-૨૬ મંગળવારે સાંજે ૪ થી ૬ વૈષ્ણવ સમાજ વાડી, ઘાટકોપર (પૂ.) ખાતે રાખેલ છે. bbox=[240, 850, 432, 915]
grid-cell bbox=[1316, 1549, 1333, 1567]
grid-cell bbox=[1403, 1549, 1421, 1567]
clue: ૮. સૂરજનો તડકો (૪) bbox=[1254, 1791, 1329, 1802]
quote-author: - આચાર્ય શ્રી પદ્મસુંદરસૂરિશ્વરજી bbox=[313, 546, 432, 556]
info-line: નક્ષત્રવરણાય : (અ) ૭ ક. ૩૮ મિ., (સુ) ૭ ક. ૧ મિ., (મું) ૭ ક. ૩૫ મિ. bbox=[26, 345, 226, 368]
info-line: દિવસના ચોઘડિયા : રોગ, ઉદ્વેગ, ચલ, લાભ, અમૃત, કાળ, શુભ, રોગ. bbox=[26, 231, 226, 255]
grid-cell: ૧૩ bbox=[1264, 1494, 1281, 1512]
grid-cell bbox=[1368, 1531, 1386, 1549]
paragraph: ઘાટકોપર ખાતે યોજાયેલા પ્રવચનમાં હજારો ભાવિકોની ઉપસ્થિતિમાં તેમણે કહ્યું હતું કે આજે વિશ્વ યુદ્ધ, આતંક અને દ્વેષની આગમાં સળગી રહ્યું છે ત્યારે ભગવાન મહાવીરનો અહિંસા અને અનેકાંતનો સંદેશ જ માનવતાને બચાવી શકે તેમ છે. bbox=[1045, 977, 1237, 1042]
grid-cell: ૨૧ bbox=[1316, 1531, 1333, 1549]
mantra-section bbox=[233, 475, 432, 846]
clue: ૨. નાની છોકરી (૨) bbox=[1254, 1722, 1321, 1733]
grid-cell bbox=[1368, 1658, 1386, 1676]
info-line: યોગ : સાધ્ય ૨૪.૦૭ સુધી, પછી શુભ યોગ ચાલે. bbox=[26, 415, 195, 426]
grid-cell bbox=[1281, 1640, 1298, 1658]
paragraph: સ્વ. ગીતાબહેન મહેશભાઈ નાયક (ઉ.વ.૬૮) તા.૧૬-૩-૨૬ના રોજ અવસાન પામેલ છે. તે મહેશભાઈ ડાહ્યાભાઈ નાયકનાં પત્ની તથા ચિરાગ, ખ્યાતિનાં માતા થાય. પ્રાર્થનાસભા તા.૧૯-૩-૨૬ ગુરુવારે સાંજે ૪ થી ૫.૩૦ રાખેલ છે. bbox=[240, 1505, 432, 1571]
vaat-right-bottom bbox=[846, 535, 1030, 688]
grid-cell bbox=[1333, 1640, 1351, 1658]
